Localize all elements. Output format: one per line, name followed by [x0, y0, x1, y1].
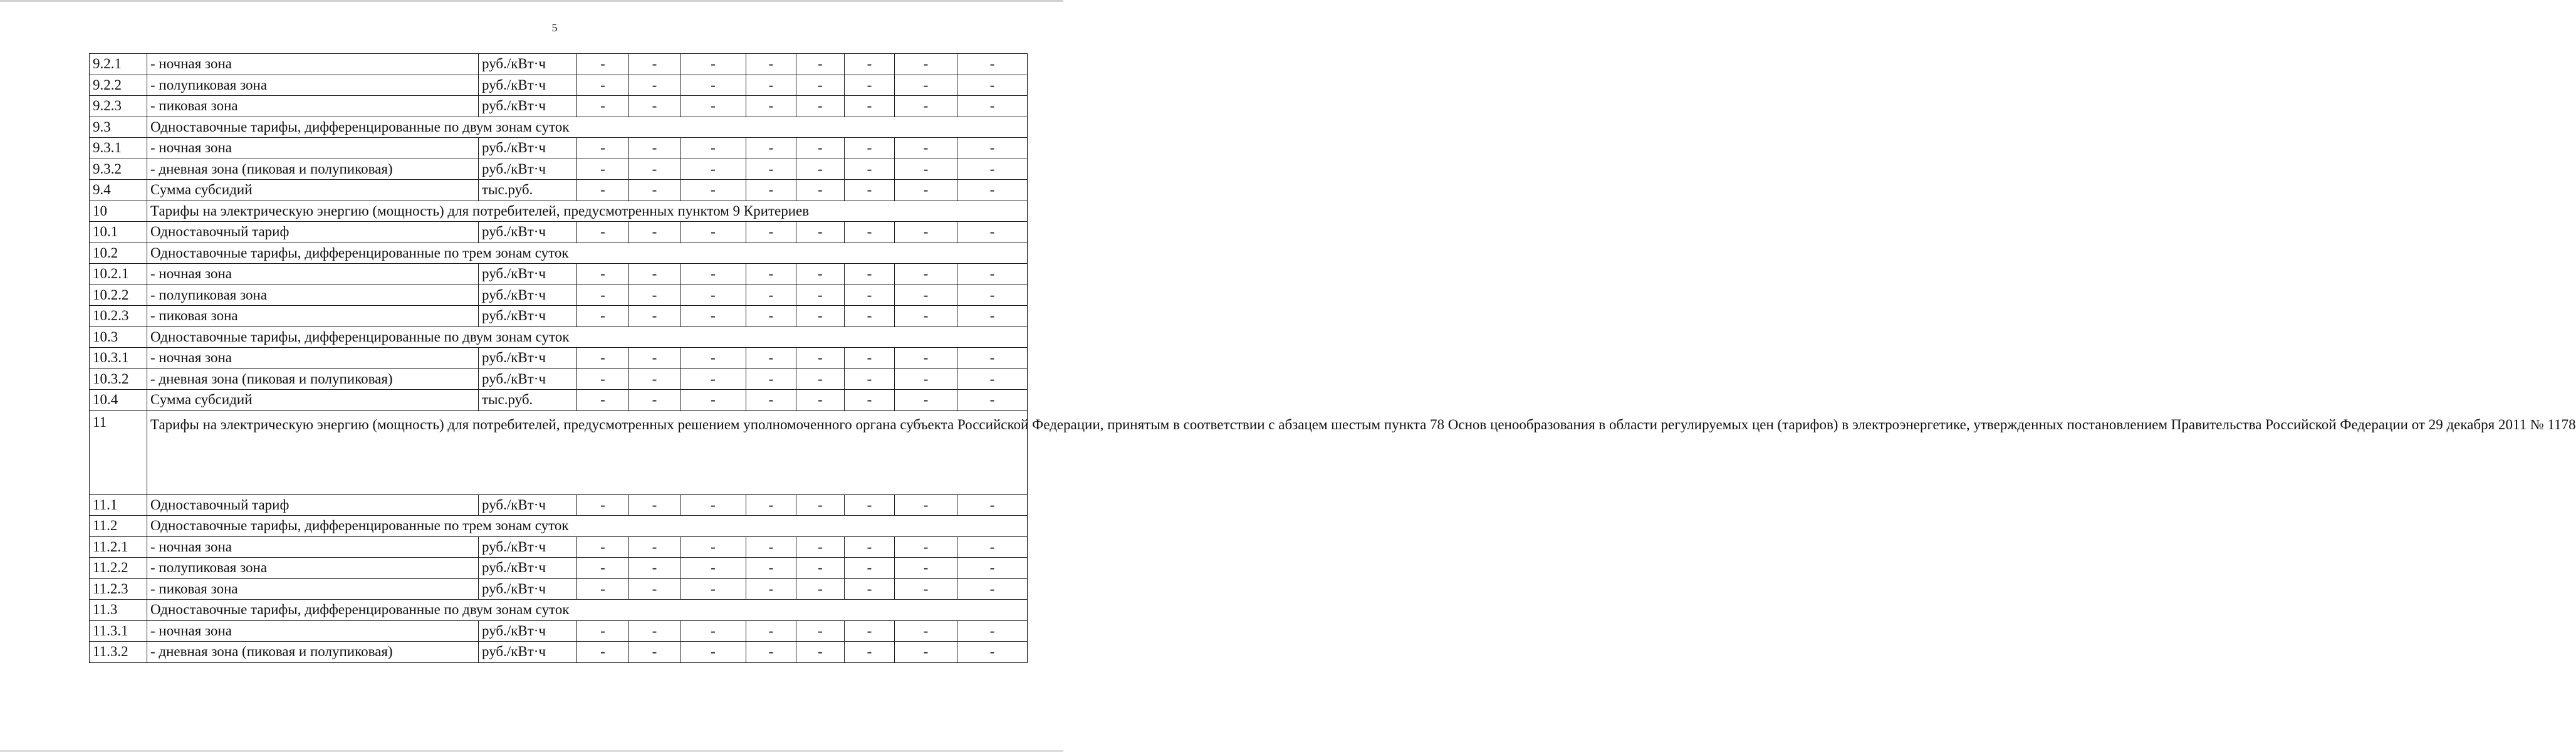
row-label-cell: Сумма субсидий: [147, 390, 479, 411]
value-cell: -: [746, 494, 796, 516]
value-cell: -: [796, 368, 845, 390]
value-cell: -: [895, 620, 957, 642]
value-cell: -: [746, 642, 796, 663]
value-cell: -: [796, 578, 845, 600]
value-cell: -: [681, 306, 746, 327]
row-number-cell: 10.3: [90, 326, 147, 348]
unit-cell: руб./кВт·ч: [479, 264, 577, 285]
row-number-cell: 9.4: [90, 180, 147, 201]
value-cell: -: [746, 306, 796, 327]
section-heading-cell: Одноставочные тарифы, дифференцированные по двум зонам суток: [147, 326, 1028, 348]
tariff-table-body: [90, 54, 2576, 663]
value-cell: -: [957, 558, 1028, 579]
value-cell: -: [895, 558, 957, 579]
unit-cell: руб./кВт·ч: [479, 138, 577, 159]
value-cell: -: [845, 620, 895, 642]
tariff-table: [89, 53, 2576, 663]
value-cell: -: [681, 285, 746, 306]
row-number-cell: 11.3: [90, 600, 147, 621]
row-label-cell: - дневная зона (пиковая и полупиковая): [147, 159, 479, 180]
value-cell: -: [796, 536, 845, 558]
value-cell: -: [845, 285, 895, 306]
table-row: [90, 558, 1028, 579]
value-cell: -: [629, 494, 681, 516]
table-row: [90, 620, 1028, 642]
value-cell: -: [746, 348, 796, 369]
value-cell: -: [845, 180, 895, 201]
value-cell: -: [895, 138, 957, 159]
value-cell: -: [746, 159, 796, 180]
value-cell: -: [796, 348, 845, 369]
value-cell: -: [895, 390, 957, 411]
value-cell: -: [681, 578, 746, 600]
value-cell: -: [681, 390, 746, 411]
value-cell: -: [746, 75, 796, 96]
value-cell: -: [746, 558, 796, 579]
row-label-cell: - дневная зона (пиковая и полупиковая): [147, 642, 479, 663]
table-row: [90, 54, 1028, 75]
value-cell: -: [746, 536, 796, 558]
value-cell: -: [895, 578, 957, 600]
value-cell: -: [796, 285, 845, 306]
value-cell: -: [957, 285, 1028, 306]
row-label-cell: Одноставочный тариф: [147, 494, 479, 516]
value-cell: -: [957, 180, 1028, 201]
value-cell: -: [577, 54, 629, 75]
row-label-cell: Сумма субсидий: [147, 180, 479, 201]
value-cell: -: [796, 620, 845, 642]
row-number-cell: 10.2.2: [90, 285, 147, 306]
value-cell: -: [796, 159, 845, 180]
value-cell: -: [845, 222, 895, 243]
value-cell: -: [796, 222, 845, 243]
value-cell: -: [577, 558, 629, 579]
value-cell: -: [746, 578, 796, 600]
value-cell: -: [895, 180, 957, 201]
value-cell: -: [681, 138, 746, 159]
value-cell: -: [629, 159, 681, 180]
value-cell: -: [629, 348, 681, 369]
value-cell: -: [845, 264, 895, 285]
value-cell: -: [746, 54, 796, 75]
value-cell: -: [796, 75, 845, 96]
value-cell: -: [681, 264, 746, 285]
value-cell: -: [746, 390, 796, 411]
section-heading-cell: Одноставочные тарифы, дифференцированные по двум зонам суток: [147, 117, 1028, 138]
value-cell: -: [681, 642, 746, 663]
table-row: [90, 222, 1028, 243]
row-label-cell: - пиковая зона: [147, 578, 479, 600]
value-cell: -: [577, 264, 629, 285]
value-cell: -: [681, 180, 746, 201]
table-row: [90, 159, 1028, 180]
value-cell: -: [796, 390, 845, 411]
row-number-cell: 11.3.1: [90, 620, 147, 642]
value-cell: -: [629, 138, 681, 159]
value-cell: -: [681, 222, 746, 243]
value-cell: -: [577, 368, 629, 390]
value-cell: -: [681, 536, 746, 558]
value-cell: -: [681, 368, 746, 390]
row-label-cell: - ночная зона: [147, 138, 479, 159]
section-heading-cell: Тарифы на электрическую энергию (мощность) для потребителей, предусмотренных решением уполномоченного органа субъекта Российской Федерации, принятым в соответствии с абзацем шестым пункта 78 Основ ценообразования в области регулируемых цен (тарифов) в электроэнергетике, утвержденных постановлением Правительства Российской Федерации от 29 декабря 2011 № 1178: [147, 410, 1028, 494]
row-label-cell: - ночная зона: [147, 536, 479, 558]
value-cell: -: [629, 390, 681, 411]
section-heading-cell: Тарифы на электрическую энергию (мощность) для потребителей, предусмотренных пунктом 9 Критериев: [147, 201, 1028, 222]
value-cell: -: [796, 642, 845, 663]
value-cell: -: [746, 620, 796, 642]
row-number-cell: 11.3.2: [90, 642, 147, 663]
value-cell: -: [845, 54, 895, 75]
value-cell: -: [577, 348, 629, 369]
row-number-cell: 9.2.2: [90, 75, 147, 96]
value-cell: -: [629, 75, 681, 96]
value-cell: -: [957, 390, 1028, 411]
value-cell: -: [746, 285, 796, 306]
value-cell: -: [895, 536, 957, 558]
value-cell: -: [629, 96, 681, 117]
value-cell: -: [957, 368, 1028, 390]
value-cell: -: [957, 578, 1028, 600]
value-cell: -: [796, 180, 845, 201]
table-row: [90, 326, 1028, 348]
value-cell: -: [796, 264, 845, 285]
table-row: [90, 306, 1028, 327]
table-row: [90, 494, 1028, 516]
unit-cell: руб./кВт·ч: [479, 642, 577, 663]
value-cell: -: [746, 368, 796, 390]
value-cell: -: [845, 159, 895, 180]
value-cell: -: [845, 75, 895, 96]
value-cell: -: [746, 96, 796, 117]
row-label-cell: - полупиковая зона: [147, 558, 479, 579]
row-number-cell: 10.2: [90, 243, 147, 264]
row-number-cell: 11.2.1: [90, 536, 147, 558]
table-row: [90, 264, 1028, 285]
unit-cell: руб./кВт·ч: [479, 75, 577, 96]
table-row: [90, 410, 1028, 494]
row-number-cell: 10.2.1: [90, 264, 147, 285]
unit-cell: руб./кВт·ч: [479, 222, 577, 243]
value-cell: -: [746, 222, 796, 243]
value-cell: -: [845, 306, 895, 327]
value-cell: -: [957, 494, 1028, 516]
value-cell: -: [629, 368, 681, 390]
row-number-cell: 9.3.1: [90, 138, 147, 159]
unit-cell: тыс.руб.: [479, 180, 577, 201]
section-heading-cell: Одноставочные тарифы, дифференцированные по трем зонам суток: [147, 243, 1028, 264]
table-row: [90, 368, 1028, 390]
row-number-cell: 10.3.1: [90, 348, 147, 369]
value-cell: -: [577, 222, 629, 243]
value-cell: -: [957, 264, 1028, 285]
value-cell: -: [895, 264, 957, 285]
value-cell: -: [957, 96, 1028, 117]
row-label-cell: - ночная зона: [147, 348, 479, 369]
row-number-cell: 9.2.3: [90, 96, 147, 117]
value-cell: -: [577, 159, 629, 180]
value-cell: -: [629, 54, 681, 75]
value-cell: -: [845, 138, 895, 159]
value-cell: -: [681, 348, 746, 369]
row-label-cell: - ночная зона: [147, 264, 479, 285]
value-cell: -: [796, 558, 845, 579]
value-cell: -: [629, 264, 681, 285]
value-cell: -: [895, 75, 957, 96]
value-cell: -: [845, 390, 895, 411]
row-label-cell: - полупиковая зона: [147, 75, 479, 96]
value-cell: -: [845, 96, 895, 117]
value-cell: -: [629, 558, 681, 579]
value-cell: -: [681, 75, 746, 96]
table-row: [90, 117, 1028, 138]
section-heading-cell: Одноставочные тарифы, дифференцированные по двум зонам суток: [147, 600, 1028, 621]
table-row: [90, 243, 1028, 264]
value-cell: -: [895, 368, 957, 390]
value-cell: -: [845, 558, 895, 579]
row-number-cell: 11.1: [90, 494, 147, 516]
row-number-cell: 9.3: [90, 117, 147, 138]
value-cell: -: [746, 180, 796, 201]
value-cell: -: [577, 390, 629, 411]
section-heading-cell: Одноставочные тарифы, дифференцированные по трем зонам суток: [147, 516, 1028, 537]
value-cell: -: [796, 494, 845, 516]
row-number-cell: 10.4: [90, 390, 147, 411]
value-cell: -: [577, 536, 629, 558]
value-cell: -: [681, 558, 746, 579]
unit-cell: руб./кВт·ч: [479, 96, 577, 117]
row-number-cell: 11.2.2: [90, 558, 147, 579]
table-row: [90, 390, 1028, 411]
value-cell: -: [629, 578, 681, 600]
value-cell: -: [577, 578, 629, 600]
value-cell: -: [957, 75, 1028, 96]
unit-cell: руб./кВт·ч: [479, 578, 577, 600]
value-cell: -: [895, 285, 957, 306]
unit-cell: руб./кВт·ч: [479, 536, 577, 558]
row-label-cell: - дневная зона (пиковая и полупиковая): [147, 368, 479, 390]
value-cell: -: [681, 54, 746, 75]
value-cell: -: [957, 306, 1028, 327]
value-cell: -: [629, 306, 681, 327]
row-number-cell: 10: [90, 201, 147, 222]
value-cell: -: [577, 138, 629, 159]
value-cell: -: [577, 306, 629, 327]
value-cell: -: [845, 642, 895, 663]
page-number: 5: [551, 21, 558, 34]
row-number-cell: 10.2.3: [90, 306, 147, 327]
value-cell: -: [957, 536, 1028, 558]
value-cell: -: [796, 306, 845, 327]
table-row: [90, 75, 1028, 96]
row-number-cell: 10.3.2: [90, 368, 147, 390]
value-cell: -: [957, 642, 1028, 663]
table-row: [90, 96, 1028, 117]
unit-cell: руб./кВт·ч: [479, 494, 577, 516]
value-cell: -: [681, 159, 746, 180]
row-number-cell: 9.2.1: [90, 54, 147, 75]
value-cell: -: [957, 138, 1028, 159]
row-number-cell: 10.1: [90, 222, 147, 243]
value-cell: -: [957, 54, 1028, 75]
unit-cell: руб./кВт·ч: [479, 368, 577, 390]
table-row: [90, 516, 1028, 537]
value-cell: -: [845, 536, 895, 558]
value-cell: -: [577, 96, 629, 117]
value-cell: -: [577, 494, 629, 516]
value-cell: -: [895, 306, 957, 327]
value-cell: -: [895, 494, 957, 516]
value-cell: -: [629, 285, 681, 306]
scan-edge-top: [0, 0, 1063, 2]
value-cell: -: [577, 642, 629, 663]
unit-cell: тыс.руб.: [479, 390, 577, 411]
value-cell: -: [895, 642, 957, 663]
value-cell: -: [957, 348, 1028, 369]
row-label-cell: - пиковая зона: [147, 306, 479, 327]
row-number-cell: 9.3.2: [90, 159, 147, 180]
row-label-cell: Одноставочный тариф: [147, 222, 479, 243]
value-cell: -: [629, 180, 681, 201]
value-cell: -: [957, 222, 1028, 243]
unit-cell: руб./кВт·ч: [479, 306, 577, 327]
table-row: [90, 201, 1028, 222]
row-label-cell: - ночная зона: [147, 620, 479, 642]
table-row: [90, 578, 1028, 600]
table-row: [90, 536, 1028, 558]
value-cell: -: [895, 348, 957, 369]
value-cell: -: [681, 96, 746, 117]
unit-cell: руб./кВт·ч: [479, 285, 577, 306]
table-row: [90, 642, 1028, 663]
unit-cell: руб./кВт·ч: [479, 620, 577, 642]
value-cell: -: [957, 620, 1028, 642]
value-cell: -: [796, 138, 845, 159]
value-cell: -: [681, 620, 746, 642]
value-cell: -: [577, 620, 629, 642]
value-cell: -: [629, 642, 681, 663]
unit-cell: руб./кВт·ч: [479, 54, 577, 75]
value-cell: -: [796, 96, 845, 117]
value-cell: -: [957, 159, 1028, 180]
value-cell: -: [796, 54, 845, 75]
table-row: [90, 600, 1028, 621]
row-label-cell: - полупиковая зона: [147, 285, 479, 306]
value-cell: -: [629, 536, 681, 558]
value-cell: -: [577, 180, 629, 201]
unit-cell: руб./кВт·ч: [479, 348, 577, 369]
value-cell: -: [629, 620, 681, 642]
table-row: [90, 180, 1028, 201]
value-cell: -: [895, 222, 957, 243]
value-cell: -: [845, 494, 895, 516]
value-cell: -: [746, 138, 796, 159]
value-cell: -: [629, 222, 681, 243]
table-row: [90, 138, 1028, 159]
value-cell: -: [681, 494, 746, 516]
unit-cell: руб./кВт·ч: [479, 558, 577, 579]
value-cell: -: [895, 54, 957, 75]
value-cell: -: [577, 75, 629, 96]
value-cell: -: [895, 96, 957, 117]
row-number-cell: 11.2.3: [90, 578, 147, 600]
row-number-cell: 11: [90, 410, 147, 494]
value-cell: -: [845, 368, 895, 390]
value-cell: -: [895, 159, 957, 180]
row-label-cell: - ночная зона: [147, 54, 479, 75]
value-cell: -: [746, 264, 796, 285]
table-row: [90, 348, 1028, 369]
row-number-cell: 11.2: [90, 516, 147, 537]
unit-cell: руб./кВт·ч: [479, 159, 577, 180]
row-label-cell: - пиковая зона: [147, 96, 479, 117]
value-cell: -: [845, 578, 895, 600]
table-row: [90, 285, 1028, 306]
value-cell: -: [577, 285, 629, 306]
value-cell: -: [845, 348, 895, 369]
